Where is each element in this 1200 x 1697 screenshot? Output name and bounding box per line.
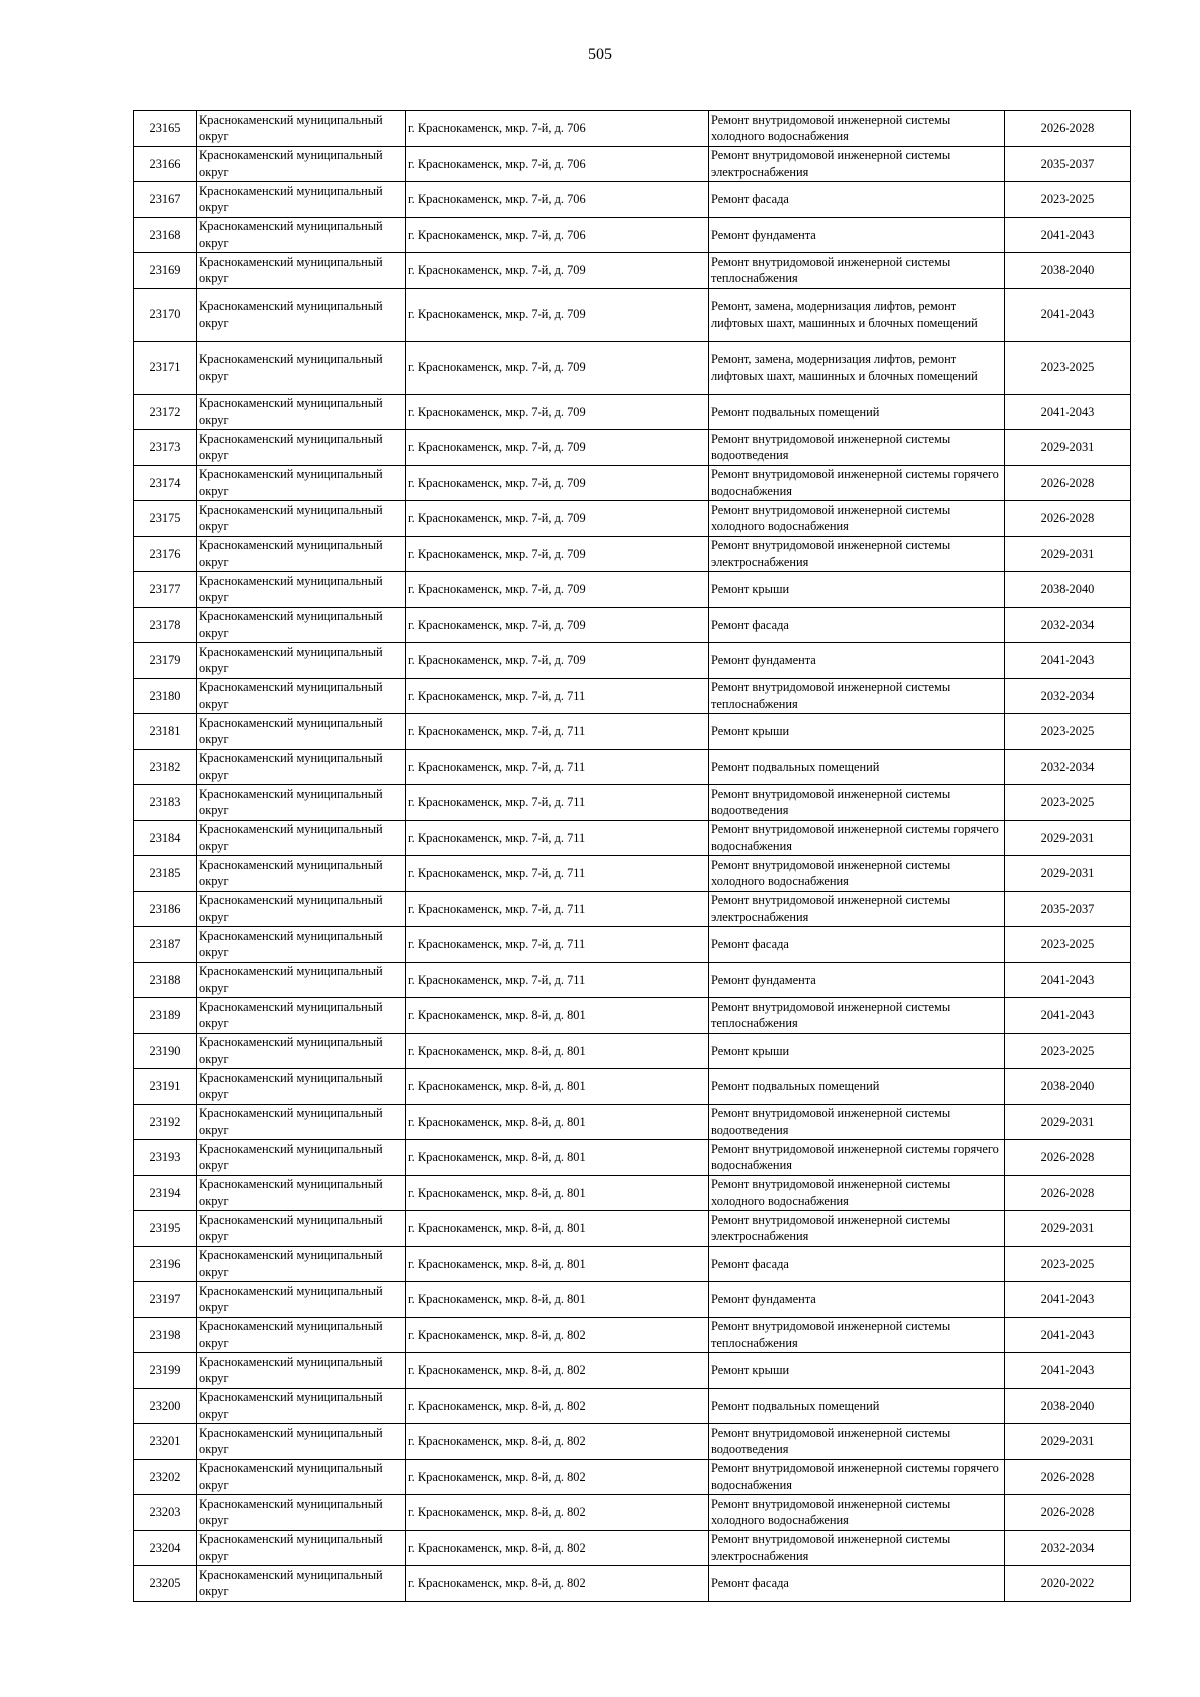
table-row: [134, 501, 1131, 537]
district-cell: Краснокаменский муниципальный округ: [197, 1424, 406, 1460]
row-number-cell: 23188: [134, 962, 197, 998]
work-type-cell: Ремонт внутридомовой инженерной системы водоотведения: [709, 785, 1005, 821]
period-cell: 2038-2040: [1005, 253, 1131, 289]
work-type-cell: Ремонт крыши: [709, 1033, 1005, 1069]
work-type-cell: Ремонт внутридомовой инженерной системы теплоснабжения: [709, 253, 1005, 289]
row-number-cell: 23189: [134, 998, 197, 1034]
address-cell: г. Краснокаменск, мкр. 8-й, д. 802: [406, 1388, 709, 1424]
district-cell: Краснокаменский муниципальный округ: [197, 1033, 406, 1069]
address-cell: г. Краснокаменск, мкр. 7-й, д. 706: [406, 111, 709, 147]
row-number-cell: 23165: [134, 111, 197, 147]
period-cell: 2029-2031: [1005, 536, 1131, 572]
address-cell: г. Краснокаменск, мкр. 7-й, д. 709: [406, 607, 709, 643]
district-cell: Краснокаменский муниципальный округ: [197, 607, 406, 643]
table-row: [134, 1495, 1131, 1531]
period-cell: 2023-2025: [1005, 341, 1131, 394]
work-type-cell: Ремонт крыши: [709, 714, 1005, 750]
period-cell: 2029-2031: [1005, 820, 1131, 856]
table-row: [134, 785, 1131, 821]
period-cell: 2023-2025: [1005, 182, 1131, 218]
address-cell: г. Краснокаменск, мкр. 7-й, д. 709: [406, 643, 709, 679]
address-cell: г. Краснокаменск, мкр. 8-й, д. 802: [406, 1424, 709, 1460]
address-cell: г. Краснокаменск, мкр. 8-й, д. 801: [406, 1140, 709, 1176]
row-number-cell: 23192: [134, 1104, 197, 1140]
district-cell: Краснокаменский муниципальный округ: [197, 1069, 406, 1105]
work-type-cell: Ремонт внутридомовой инженерной системы горячего водоснабжения: [709, 465, 1005, 501]
work-type-cell: Ремонт внутридомовой инженерной системы теплоснабжения: [709, 998, 1005, 1034]
row-number-cell: 23178: [134, 607, 197, 643]
district-cell: Краснокаменский муниципальный округ: [197, 341, 406, 394]
work-type-cell: Ремонт подвальных помещений: [709, 1069, 1005, 1105]
table-row: [134, 678, 1131, 714]
row-number-cell: 23187: [134, 927, 197, 963]
row-number-cell: 23173: [134, 430, 197, 466]
row-number-cell: 23185: [134, 856, 197, 892]
district-cell: Краснокаменский муниципальный округ: [197, 962, 406, 998]
row-number-cell: 23180: [134, 678, 197, 714]
table-row: [134, 1566, 1131, 1602]
row-number-cell: 23198: [134, 1317, 197, 1353]
period-cell: 2026-2028: [1005, 1459, 1131, 1495]
table-row: [134, 572, 1131, 608]
period-cell: 2041-2043: [1005, 217, 1131, 253]
address-cell: г. Краснокаменск, мкр. 8-й, д. 801: [406, 1211, 709, 1247]
table-row: [134, 146, 1131, 182]
district-cell: Краснокаменский муниципальный округ: [197, 891, 406, 927]
address-cell: г. Краснокаменск, мкр. 7-й, д. 709: [406, 288, 709, 341]
work-type-cell: Ремонт подвальных помещений: [709, 749, 1005, 785]
row-number-cell: 23172: [134, 394, 197, 430]
district-cell: Краснокаменский муниципальный округ: [197, 572, 406, 608]
table-row: [134, 1104, 1131, 1140]
period-cell: 2035-2037: [1005, 146, 1131, 182]
address-cell: г. Краснокаменск, мкр. 7-й, д. 709: [406, 430, 709, 466]
work-type-cell: Ремонт подвальных помещений: [709, 394, 1005, 430]
period-cell: 2023-2025: [1005, 1246, 1131, 1282]
district-cell: Краснокаменский муниципальный округ: [197, 643, 406, 679]
period-cell: 2041-2043: [1005, 394, 1131, 430]
address-cell: г. Краснокаменск, мкр. 8-й, д. 801: [406, 1033, 709, 1069]
row-number-cell: 23194: [134, 1175, 197, 1211]
work-type-cell: Ремонт внутридомовой инженерной системы электроснабжения: [709, 536, 1005, 572]
address-cell: г. Краснокаменск, мкр. 7-й, д. 711: [406, 714, 709, 750]
row-number-cell: 23191: [134, 1069, 197, 1105]
work-type-cell: Ремонт фундамента: [709, 962, 1005, 998]
row-number-cell: 23200: [134, 1388, 197, 1424]
period-cell: 2020-2022: [1005, 1566, 1131, 1602]
row-number-cell: 23181: [134, 714, 197, 750]
district-cell: Краснокаменский муниципальный округ: [197, 182, 406, 218]
address-cell: г. Краснокаменск, мкр. 8-й, д. 801: [406, 998, 709, 1034]
address-cell: г. Краснокаменск, мкр. 7-й, д. 706: [406, 182, 709, 218]
district-cell: Краснокаменский муниципальный округ: [197, 253, 406, 289]
period-cell: 2029-2031: [1005, 430, 1131, 466]
row-number-cell: 23175: [134, 501, 197, 537]
work-type-cell: Ремонт внутридомовой инженерной системы электроснабжения: [709, 146, 1005, 182]
district-cell: Краснокаменский муниципальный округ: [197, 749, 406, 785]
period-cell: 2032-2034: [1005, 749, 1131, 785]
address-cell: г. Краснокаменск, мкр. 7-й, д. 706: [406, 217, 709, 253]
table-row: [134, 1175, 1131, 1211]
period-cell: 2041-2043: [1005, 643, 1131, 679]
address-cell: г. Краснокаменск, мкр. 8-й, д. 801: [406, 1246, 709, 1282]
address-cell: г. Краснокаменск, мкр. 7-й, д. 709: [406, 394, 709, 430]
row-number-cell: 23166: [134, 146, 197, 182]
table-row: [134, 891, 1131, 927]
row-number-cell: 23171: [134, 341, 197, 394]
work-type-cell: Ремонт, замена, модернизация лифтов, ремонт лифтовых шахт, машинных и блочных помещений: [709, 341, 1005, 394]
work-type-cell: Ремонт фасада: [709, 1246, 1005, 1282]
period-cell: 2038-2040: [1005, 572, 1131, 608]
address-cell: г. Краснокаменск, мкр. 7-й, д. 711: [406, 962, 709, 998]
work-type-cell: Ремонт внутридомовой инженерной системы холодного водоснабжения: [709, 856, 1005, 892]
work-type-cell: Ремонт подвальных помещений: [709, 1388, 1005, 1424]
work-type-cell: Ремонт, замена, модернизация лифтов, ремонт лифтовых шахт, машинных и блочных помещений: [709, 288, 1005, 341]
table-row: [134, 1282, 1131, 1318]
district-cell: Краснокаменский муниципальный округ: [197, 111, 406, 147]
district-cell: Краснокаменский муниципальный округ: [197, 1459, 406, 1495]
table-row: [134, 1388, 1131, 1424]
period-cell: 2041-2043: [1005, 998, 1131, 1034]
table-row: [134, 749, 1131, 785]
table-row: [134, 111, 1131, 147]
address-cell: г. Краснокаменск, мкр. 7-й, д. 711: [406, 891, 709, 927]
work-type-cell: Ремонт внутридомовой инженерной системы холодного водоснабжения: [709, 1495, 1005, 1531]
capital-repair-table: [133, 110, 1131, 1602]
period-cell: 2032-2034: [1005, 1530, 1131, 1566]
address-cell: г. Краснокаменск, мкр. 7-й, д. 709: [406, 253, 709, 289]
table-row: [134, 1069, 1131, 1105]
page-number: 505: [588, 46, 612, 63]
table-row: [134, 998, 1131, 1034]
row-number-cell: 23182: [134, 749, 197, 785]
table-row: [134, 1211, 1131, 1247]
address-cell: г. Краснокаменск, мкр. 8-й, д. 802: [406, 1353, 709, 1389]
period-cell: 2023-2025: [1005, 714, 1131, 750]
district-cell: Краснокаменский муниципальный округ: [197, 217, 406, 253]
period-cell: 2035-2037: [1005, 891, 1131, 927]
row-number-cell: 23193: [134, 1140, 197, 1176]
row-number-cell: 23199: [134, 1353, 197, 1389]
period-cell: 2026-2028: [1005, 1140, 1131, 1176]
row-number-cell: 23167: [134, 182, 197, 218]
row-number-cell: 23195: [134, 1211, 197, 1247]
district-cell: Краснокаменский муниципальный округ: [197, 1317, 406, 1353]
period-cell: 2029-2031: [1005, 1104, 1131, 1140]
table-row: [134, 253, 1131, 289]
work-type-cell: Ремонт фундамента: [709, 643, 1005, 679]
row-number-cell: 23184: [134, 820, 197, 856]
row-number-cell: 23205: [134, 1566, 197, 1602]
work-type-cell: Ремонт внутридомовой инженерной системы холодного водоснабжения: [709, 1175, 1005, 1211]
work-type-cell: Ремонт фундамента: [709, 217, 1005, 253]
period-cell: 2029-2031: [1005, 1424, 1131, 1460]
address-cell: г. Краснокаменск, мкр. 8-й, д. 802: [406, 1530, 709, 1566]
period-cell: 2026-2028: [1005, 465, 1131, 501]
period-cell: 2026-2028: [1005, 1495, 1131, 1531]
address-cell: г. Краснокаменск, мкр. 8-й, д. 801: [406, 1069, 709, 1105]
district-cell: Краснокаменский муниципальный округ: [197, 1104, 406, 1140]
work-type-cell: Ремонт внутридомовой инженерной системы водоотведения: [709, 1424, 1005, 1460]
district-cell: Краснокаменский муниципальный округ: [197, 146, 406, 182]
district-cell: Краснокаменский муниципальный округ: [197, 430, 406, 466]
period-cell: 2038-2040: [1005, 1388, 1131, 1424]
district-cell: Краснокаменский муниципальный округ: [197, 288, 406, 341]
row-number-cell: 23176: [134, 536, 197, 572]
district-cell: Краснокаменский муниципальный округ: [197, 501, 406, 537]
work-type-cell: Ремонт фасада: [709, 927, 1005, 963]
district-cell: Краснокаменский муниципальный округ: [197, 1246, 406, 1282]
address-cell: г. Краснокаменск, мкр. 7-й, д. 709: [406, 501, 709, 537]
address-cell: г. Краснокаменск, мкр. 8-й, д. 801: [406, 1104, 709, 1140]
work-type-cell: Ремонт фасада: [709, 1566, 1005, 1602]
address-cell: г. Краснокаменск, мкр. 7-й, д. 711: [406, 678, 709, 714]
row-number-cell: 23177: [134, 572, 197, 608]
table-row: [134, 182, 1131, 218]
period-cell: 2026-2028: [1005, 111, 1131, 147]
period-cell: 2041-2043: [1005, 288, 1131, 341]
table-row: [134, 1459, 1131, 1495]
period-cell: 2026-2028: [1005, 1175, 1131, 1211]
period-cell: 2038-2040: [1005, 1069, 1131, 1105]
table-row: [134, 288, 1131, 341]
address-cell: г. Краснокаменск, мкр. 7-й, д. 709: [406, 536, 709, 572]
work-type-cell: Ремонт фасада: [709, 182, 1005, 218]
work-type-cell: Ремонт внутридомовой инженерной системы горячего водоснабжения: [709, 820, 1005, 856]
row-number-cell: 23196: [134, 1246, 197, 1282]
work-type-cell: Ремонт фасада: [709, 607, 1005, 643]
row-number-cell: 23169: [134, 253, 197, 289]
district-cell: Краснокаменский муниципальный округ: [197, 820, 406, 856]
row-number-cell: 23174: [134, 465, 197, 501]
table-row: [134, 1246, 1131, 1282]
row-number-cell: 23203: [134, 1495, 197, 1531]
row-number-cell: 23183: [134, 785, 197, 821]
period-cell: 2041-2043: [1005, 1353, 1131, 1389]
table-row: [134, 536, 1131, 572]
work-type-cell: Ремонт внутридомовой инженерной системы теплоснабжения: [709, 1317, 1005, 1353]
address-cell: г. Краснокаменск, мкр. 8-й, д. 801: [406, 1175, 709, 1211]
table-body: [134, 111, 1131, 1602]
address-cell: г. Краснокаменск, мкр. 7-й, д. 711: [406, 820, 709, 856]
address-cell: г. Краснокаменск, мкр. 7-й, д. 709: [406, 572, 709, 608]
work-type-cell: Ремонт внутридомовой инженерной системы горячего водоснабжения: [709, 1459, 1005, 1495]
work-type-cell: Ремонт внутридомовой инженерной системы электроснабжения: [709, 891, 1005, 927]
row-number-cell: 23201: [134, 1424, 197, 1460]
row-number-cell: 23186: [134, 891, 197, 927]
work-type-cell: Ремонт внутридомовой инженерной системы холодного водоснабжения: [709, 501, 1005, 537]
district-cell: Краснокаменский муниципальный округ: [197, 1566, 406, 1602]
table-row: [134, 1424, 1131, 1460]
table-row: [134, 607, 1131, 643]
district-cell: Краснокаменский муниципальный округ: [197, 785, 406, 821]
work-type-cell: Ремонт внутридомовой инженерной системы теплоснабжения: [709, 678, 1005, 714]
period-cell: 2032-2034: [1005, 678, 1131, 714]
period-cell: 2041-2043: [1005, 962, 1131, 998]
address-cell: г. Краснокаменск, мкр. 8-й, д. 801: [406, 1282, 709, 1318]
district-cell: Краснокаменский муниципальный округ: [197, 536, 406, 572]
work-type-cell: Ремонт внутридомовой инженерной системы электроснабжения: [709, 1211, 1005, 1247]
address-cell: г. Краснокаменск, мкр. 7-й, д. 706: [406, 146, 709, 182]
table-row: [134, 856, 1131, 892]
address-cell: г. Краснокаменск, мкр. 8-й, д. 802: [406, 1459, 709, 1495]
period-cell: 2041-2043: [1005, 1282, 1131, 1318]
table-row: [134, 1317, 1131, 1353]
table-row: [134, 394, 1131, 430]
table-row: [134, 1033, 1131, 1069]
district-cell: Краснокаменский муниципальный округ: [197, 714, 406, 750]
district-cell: Краснокаменский муниципальный округ: [197, 1282, 406, 1318]
address-cell: г. Краснокаменск, мкр. 8-й, д. 802: [406, 1317, 709, 1353]
table-row: [134, 1140, 1131, 1176]
district-cell: Краснокаменский муниципальный округ: [197, 1175, 406, 1211]
work-type-cell: Ремонт внутридомовой инженерной системы горячего водоснабжения: [709, 1140, 1005, 1176]
district-cell: Краснокаменский муниципальный округ: [197, 1495, 406, 1531]
district-cell: Краснокаменский муниципальный округ: [197, 678, 406, 714]
address-cell: г. Краснокаменск, мкр. 7-й, д. 709: [406, 465, 709, 501]
work-type-cell: Ремонт крыши: [709, 572, 1005, 608]
period-cell: 2041-2043: [1005, 1317, 1131, 1353]
table-row: [134, 643, 1131, 679]
work-type-cell: Ремонт внутридомовой инженерной системы холодного водоснабжения: [709, 111, 1005, 147]
district-cell: Краснокаменский муниципальный округ: [197, 1140, 406, 1176]
period-cell: 2023-2025: [1005, 927, 1131, 963]
district-cell: Краснокаменский муниципальный округ: [197, 394, 406, 430]
address-cell: г. Краснокаменск, мкр. 7-й, д. 709: [406, 341, 709, 394]
district-cell: Краснокаменский муниципальный округ: [197, 998, 406, 1034]
table-row: [134, 217, 1131, 253]
period-cell: 2032-2034: [1005, 607, 1131, 643]
address-cell: г. Краснокаменск, мкр. 8-й, д. 802: [406, 1495, 709, 1531]
row-number-cell: 23204: [134, 1530, 197, 1566]
work-type-cell: Ремонт фундамента: [709, 1282, 1005, 1318]
period-cell: 2023-2025: [1005, 785, 1131, 821]
table-row: [134, 341, 1131, 394]
table-row: [134, 1530, 1131, 1566]
address-cell: г. Краснокаменск, мкр. 7-й, д. 711: [406, 856, 709, 892]
row-number-cell: 23170: [134, 288, 197, 341]
table-row: [134, 927, 1131, 963]
row-number-cell: 23168: [134, 217, 197, 253]
row-number-cell: 23197: [134, 1282, 197, 1318]
address-cell: г. Краснокаменск, мкр. 7-й, д. 711: [406, 785, 709, 821]
row-number-cell: 23202: [134, 1459, 197, 1495]
district-cell: Краснокаменский муниципальный округ: [197, 1530, 406, 1566]
district-cell: Краснокаменский муниципальный округ: [197, 1388, 406, 1424]
period-cell: 2026-2028: [1005, 501, 1131, 537]
work-type-cell: Ремонт внутридомовой инженерной системы водоотведения: [709, 430, 1005, 466]
district-cell: Краснокаменский муниципальный округ: [197, 1353, 406, 1389]
work-type-cell: Ремонт крыши: [709, 1353, 1005, 1389]
table-row: [134, 714, 1131, 750]
district-cell: Краснокаменский муниципальный округ: [197, 856, 406, 892]
address-cell: г. Краснокаменск, мкр. 7-й, д. 711: [406, 927, 709, 963]
work-type-cell: Ремонт внутридомовой инженерной системы электроснабжения: [709, 1530, 1005, 1566]
table-row: [134, 962, 1131, 998]
row-number-cell: 23179: [134, 643, 197, 679]
address-cell: г. Краснокаменск, мкр. 8-й, д. 802: [406, 1566, 709, 1602]
table-row: [134, 820, 1131, 856]
table-row: [134, 1353, 1131, 1389]
period-cell: 2029-2031: [1005, 1211, 1131, 1247]
period-cell: 2029-2031: [1005, 856, 1131, 892]
table-row: [134, 465, 1131, 501]
district-cell: Краснокаменский муниципальный округ: [197, 1211, 406, 1247]
work-type-cell: Ремонт внутридомовой инженерной системы водоотведения: [709, 1104, 1005, 1140]
row-number-cell: 23190: [134, 1033, 197, 1069]
table-row: [134, 430, 1131, 466]
district-cell: Краснокаменский муниципальный округ: [197, 465, 406, 501]
period-cell: 2023-2025: [1005, 1033, 1131, 1069]
address-cell: г. Краснокаменск, мкр. 7-й, д. 711: [406, 749, 709, 785]
district-cell: Краснокаменский муниципальный округ: [197, 927, 406, 963]
